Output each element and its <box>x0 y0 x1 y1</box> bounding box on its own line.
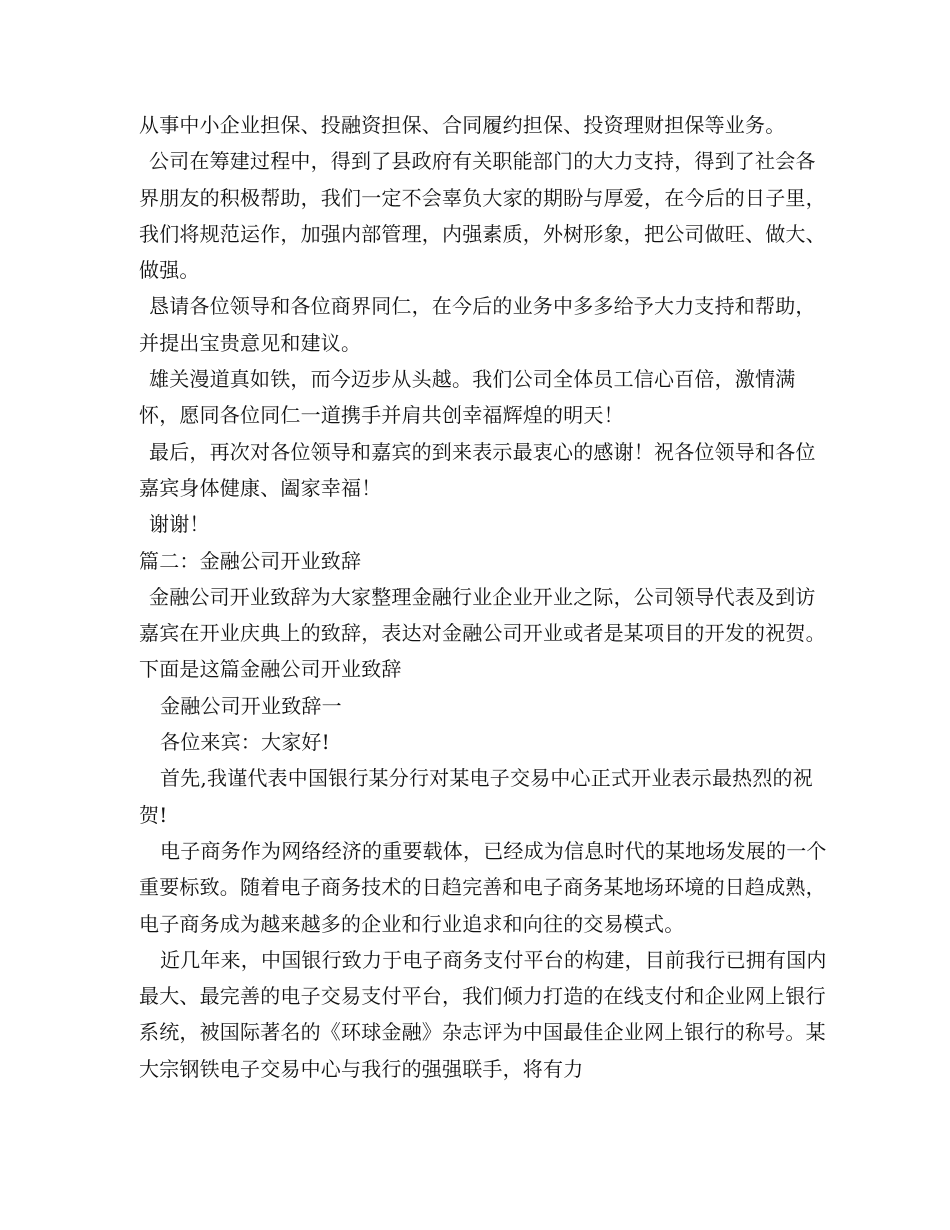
paragraph-8: 首先,我谨代表中国银行某分行对某电子交易中心正式开业表示最热烈的祝贺! <box>139 766 813 827</box>
paragraph-6: 谢谢！ <box>149 512 210 537</box>
paragraph-3: 恳请各位领导和各位商界同仁，在今后的业务中多多给予大力支持和帮助，并提出宝贵意见和建议。 <box>139 294 816 355</box>
paragraph-4: 雄关漫道真如铁，而今迈步从头越。我们公司全体员工信心百倍，激情满怀，愿同各位同仁一道携手并肩共创幸福辉煌的明天！ <box>139 367 796 428</box>
paragraph-1: 从事中小企业担保、投融资担保、合同履约担保、投资理财担保等业务。 <box>139 113 786 137</box>
paragraph-9: 电子商务作为网络经济的重要载体，已经成为信息时代的某地场发展的一个重要标致。随着电子商务技术的日趋完善和电子商务某地场环境的日趋成熟，电子商务成为越来越多的企业和行业追求和向往的交易模式。 <box>139 838 827 936</box>
speech-title: 金融公司开业致辞一 <box>160 693 342 718</box>
paragraph-2: 公司在筹建过程中，得到了县政府有关职能部门的大力支持，得到了社会各界朋友的积极帮助，我们一定不会辜负大家的期盼与厚爱，在今后的日子里，我们将规范运作，加强内部管理，内强素质，外树形象，把公司做旺、做大、做强。 <box>139 149 826 283</box>
paragraph-10: 近几年来，中国银行致力于电子商务支付平台的构建，目前我行已拥有国内最大、最完善的电子交易支付平台，我们倾力打造的在线支付和企业网上银行系统，被国际著名的《环球金融》杂志评为中国最佳企业网上银行的称号。某大宗钢铁电子交易中心与我行的强强联手，将有力 <box>139 947 827 1081</box>
section-heading: 篇二：金融公司开业致辞 <box>139 548 362 573</box>
paragraph-5: 最后，再次对各位领导和嘉宾的到来表示最衷心的感谢！祝各位领导和各位嘉宾身体健康、阖家幸福！ <box>139 439 816 500</box>
salutation: 各位来宾：大家好! <box>160 730 330 755</box>
document-body <box>139 107 829 1087</box>
paragraph-7: 金融公司开业致辞为大家整理金融行业企业开业之际，公司领导代表及到访嘉宾在开业庆典上的致辞，表达对金融公司开业或者是某项目的开发的祝贺。下面是这篇金融公司开业致辞 <box>139 584 826 682</box>
